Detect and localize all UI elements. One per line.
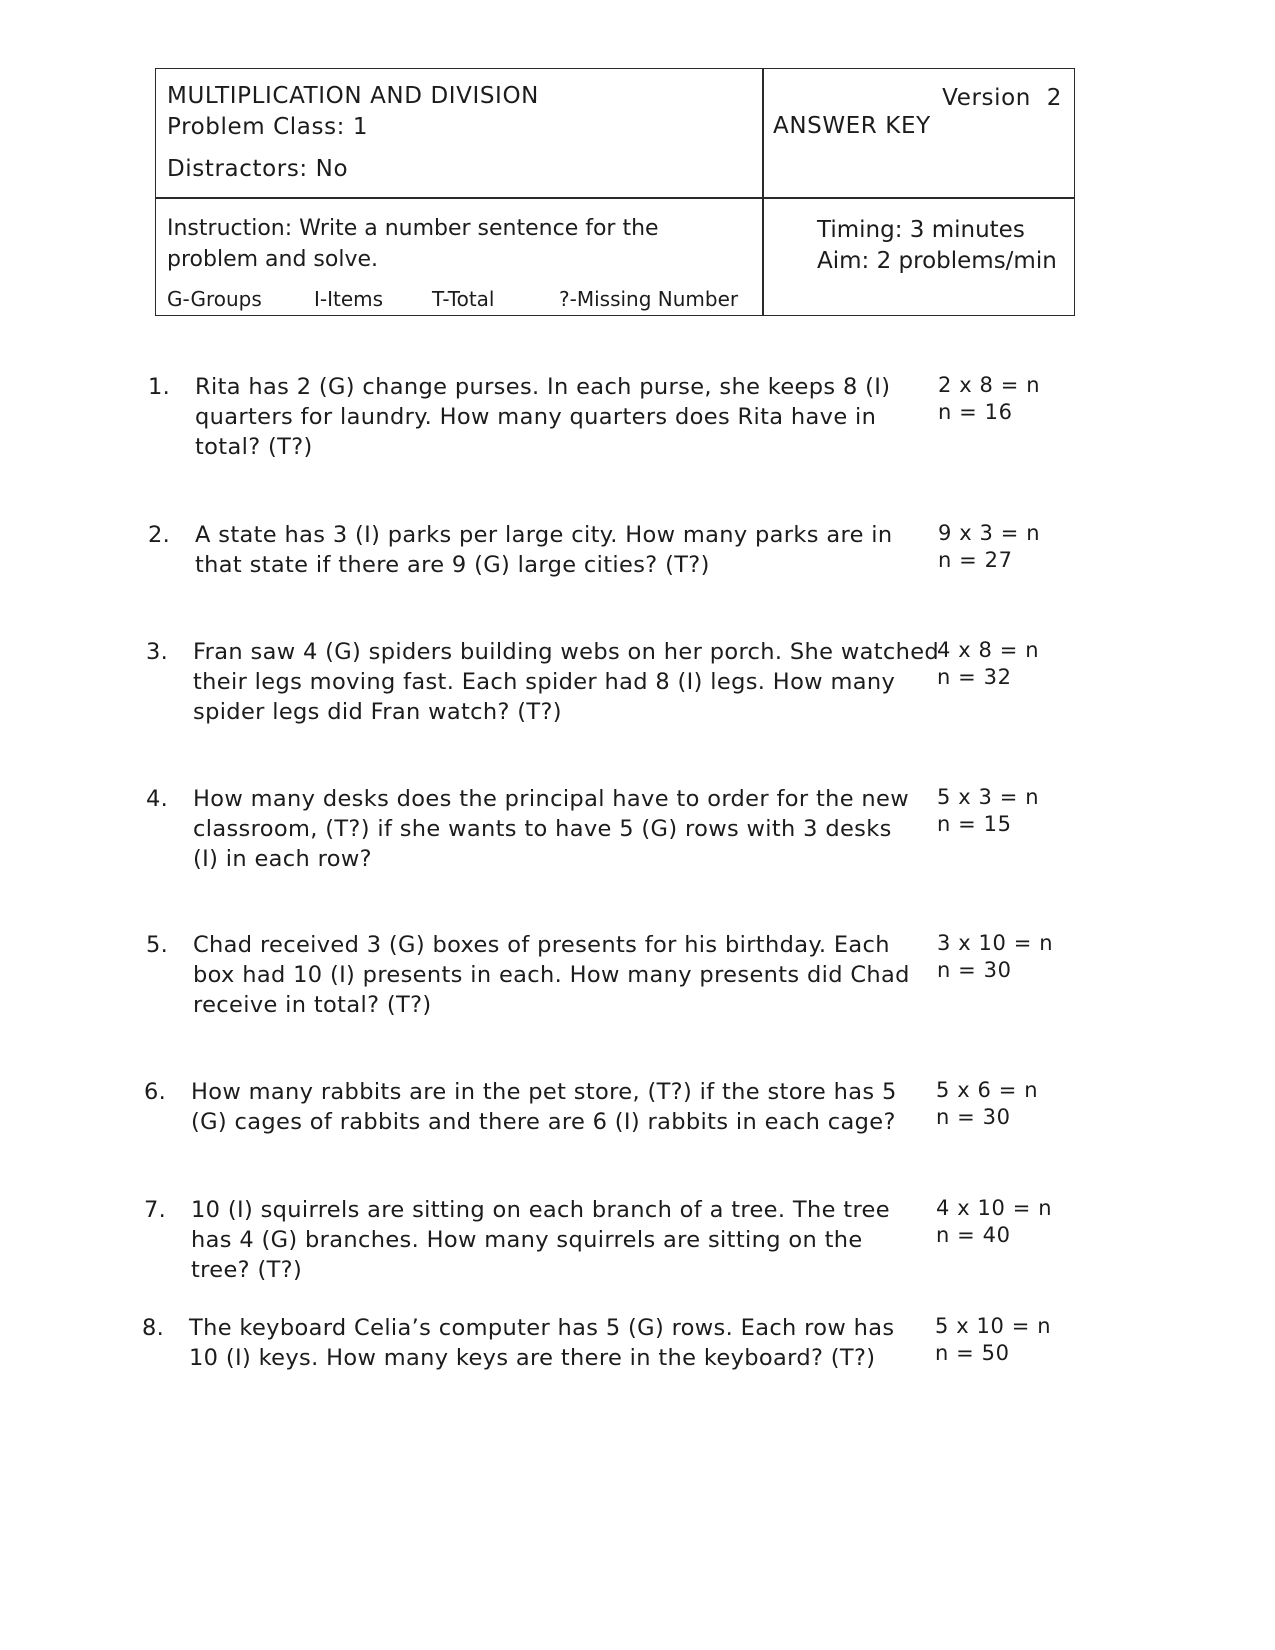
problem-text-line: box had 10 (I) presents in each. How many presents did Chad [193,962,910,988]
problem-text-line: The keyboard Celia’s computer has 5 (G) rows. Each row has [189,1315,895,1341]
legend [167,287,738,311]
problem-text [193,784,909,874]
problem-number: 5. [146,932,169,958]
problem-text-line: How many desks does the principal have to order for the new [193,786,909,812]
version-label: Version 2 [942,85,1062,111]
answer-equation: 4 x 8 = n [937,638,1040,662]
problem-text [191,1077,897,1137]
answer-solution: n = 30 [936,1105,1011,1129]
answer-equation: 4 x 10 = n [936,1196,1053,1220]
answer-key-label: ANSWER KEY [773,113,931,139]
problem-text-line: has 4 (G) branches. How many squirrels are sitting on the [191,1227,863,1253]
answer-solution: n = 27 [938,548,1013,572]
legend-total: T-Total [432,287,495,311]
answer-block [937,637,1039,691]
legend-items: I-Items [314,287,384,311]
answer-block [938,520,1040,574]
problem-text-line: their legs moving fast. Each spider had 8 (I) legs. How many [193,669,896,695]
problem-text [195,372,895,462]
problem-class: Problem Class: 1 [167,114,369,140]
instruction-text [167,213,727,275]
problem-text [193,930,910,1020]
legend-missing: ?-Missing Number [559,287,739,311]
problem-text-line: (I) in each row? [193,846,372,872]
problem-text-line: classroom, (T?) if she wants to have 5 (G) rows with 3 desks [193,816,892,842]
answer-equation: 3 x 10 = n [937,931,1054,955]
problem-text-line: tree? (T?) [191,1257,303,1283]
header-divider-horizontal [156,197,1074,199]
problem-text [191,1195,891,1285]
problem-text-line: quarters for laundry. How many quarters does Rita have in [195,404,877,430]
answer-block [938,372,1040,426]
answer-solution: n = 30 [937,958,1012,982]
problem-number: 6. [144,1079,167,1105]
timing-text: Timing: 3 minutes [817,217,1025,243]
answer-solution: n = 50 [935,1341,1010,1365]
problem-text-line: total? (T?) [195,434,313,460]
instruction-line-2: problem and solve. [167,247,378,272]
answer-block [937,930,1053,984]
problem-text-line: Rita has 2 (G) change purses. In each purse, she keeps 8 (I) [195,374,891,400]
problem-number: 7. [144,1197,167,1223]
problem-text [189,1313,895,1373]
title-cell [167,81,539,185]
answer-solution: n = 40 [936,1223,1011,1247]
answer-equation: 5 x 6 = n [936,1078,1039,1102]
problem-text-line: Fran saw 4 (G) spiders building webs on her porch. She watched [193,639,940,665]
answer-solution: n = 32 [937,665,1012,689]
answer-equation: 5 x 3 = n [937,785,1040,809]
problem-number: 2. [148,522,171,548]
problem-text-line: Chad received 3 (G) boxes of presents for his birthday. Each [193,932,890,958]
problem-text-line: 10 (I) keys. How many keys are there in the keyboard? (T?) [189,1345,876,1371]
problem-text-line: receive in total? (T?) [193,992,432,1018]
instruction-line-1: Instruction: Write a number sentence for the [167,216,659,241]
answer-block [936,1077,1038,1131]
worksheet-title: MULTIPLICATION AND DIVISION [167,83,539,109]
answer-equation: 5 x 10 = n [935,1314,1052,1338]
timing-cell [817,215,1057,277]
answer-block [935,1313,1051,1367]
problem-number: 1. [148,374,171,400]
legend-groups: G-Groups [167,287,262,311]
answer-equation: 9 x 3 = n [938,521,1041,545]
answer-block [937,784,1039,838]
aim-text: Aim: 2 problems/min [817,248,1057,274]
answer-solution: n = 15 [937,812,1012,836]
problem-number: 4. [146,786,169,812]
problem-text-line: 10 (I) squirrels are sitting on each branch of a tree. The tree [191,1197,890,1223]
problem-text-line: that state if there are 9 (G) large cities? (T?) [195,552,710,578]
problem-text [195,520,895,580]
answer-equation: 2 x 8 = n [938,373,1041,397]
problem-number: 8. [142,1315,165,1341]
problem-text-line: (G) cages of rabbits and there are 6 (I) rabbits in each cage? [191,1109,896,1135]
distractors: Distractors: No [167,156,349,182]
header-table [155,68,1075,316]
problem-text-line: spider legs did Fran watch? (T?) [193,699,562,725]
problem-text-line: How many rabbits are in the pet store, (T?) if the store has 5 [191,1079,897,1105]
problem-number: 3. [146,639,169,665]
answer-solution: n = 16 [938,400,1013,424]
problem-text [193,637,940,727]
problem-text-line: A state has 3 (I) parks per large city. How many parks are in [195,522,893,548]
answer-block [936,1195,1052,1249]
